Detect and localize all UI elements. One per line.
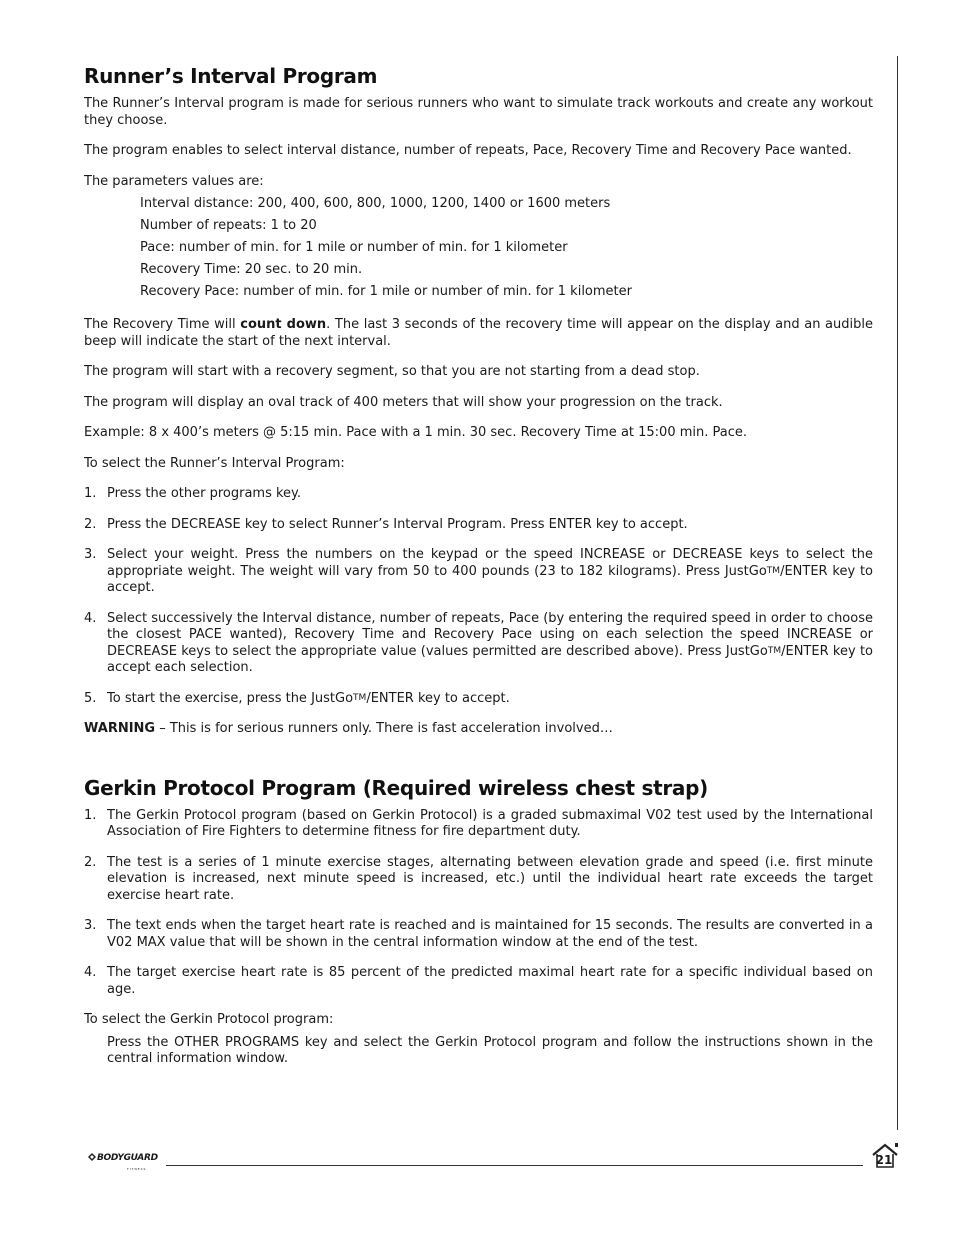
example: Example: 8 x 400’s meters @ 5:15 min. Pace with a 1 min. 30 sec. Recovery Time at 15:00 min. Pace.	[84, 425, 748, 440]
logo-text: BODYGUARD	[97, 1153, 158, 1163]
item-text: The test is a series of 1 minute exercise stages, alternating between elevation grade and speed (i.e. first minute elevation is increased, next minute speed is increased, etc.) until the individual heart rate exceeds the target exercise heart rate.	[107, 854, 873, 903]
runners-intro: The Runner’s Interval program is made for serious runners who want to simulate track workouts and create any workout they choose.	[84, 96, 873, 128]
page-content	[84, 64, 873, 1068]
select-gerkin-label: To select the Gerkin Protocol program:	[84, 1012, 334, 1027]
warning	[84, 721, 873, 738]
param-item: Interval distance: 200, 400, 600, 800, 1000, 1200, 1400 or 1600 meters	[140, 196, 611, 211]
step-number: 2.	[84, 516, 97, 532]
step-text: /ENTER key to accept each selection.	[107, 643, 874, 675]
warning-text: – This is for serious runners only. There is fast acceleration involved…	[155, 721, 613, 736]
list-item	[84, 547, 873, 597]
param-item: Pace: number of min. for 1 mile or number of min. for 1 kilometer	[140, 240, 568, 255]
step-number: 5.	[84, 690, 97, 706]
param-item: Number of repeats: 1 to 20	[140, 218, 317, 233]
list-item	[84, 486, 873, 503]
list-item	[84, 918, 873, 951]
runners-enables: The program enables to select interval distance, number of repeats, Pace, Recovery Time and Recovery Pace wanted.	[84, 143, 852, 158]
footer-rule	[166, 1165, 863, 1166]
select-gerkin-text: Press the OTHER PROGRAMS key and select the Gerkin Protocol program and follow the instructions shown in the central information window.	[107, 1034, 873, 1066]
section-title-runners-interval: Runner’s Interval Program	[84, 64, 378, 88]
item-number: 4.	[84, 965, 97, 980]
step-text: /ENTER key to accept.	[366, 690, 510, 706]
item-number: 2.	[84, 854, 97, 870]
trademark: TM	[766, 565, 781, 576]
step-text: Select successively the Interval distance, number of repeats, Pace (by entering the required speed in order to choose the closest PACE wanted), Recovery Time and Recovery Pace using on each selection the speed INCREASE or DECREASE keys to select the appropriate value (values permitted are described above). Press JustGo	[107, 610, 873, 659]
oval-track: The program will display an oval track of 400 meters that will show your progression on the track.	[84, 394, 723, 410]
step-text: To start the exercise, press the JustGo	[107, 690, 354, 706]
item-number: 1.	[84, 807, 97, 823]
list-item	[84, 965, 873, 998]
step-text: Press the DECREASE key to select Runner’s Interval Program. Press ENTER key to accept.	[107, 516, 688, 532]
item-text: The target exercise heart rate is 85 percent of the predicted maximal heart rate for a specific individual based on age.	[107, 965, 873, 997]
warning-label: WARNING	[84, 721, 156, 736]
step-number: 1.	[84, 486, 97, 501]
step-text: Select your weight. Press the numbers on the keypad or the speed INCREASE or DECREASE keys to select the appropriate weight. The weight will vary from 50 to 400 pounds (23 to 182 kilograms). Press JustGo	[107, 547, 873, 579]
bodyguard-logo	[87, 1150, 158, 1171]
page-number: 21	[875, 1153, 893, 1167]
item-number: 3.	[84, 918, 97, 933]
list-item	[84, 517, 873, 534]
params-label: The parameters values are:	[84, 173, 264, 189]
vertical-rule	[897, 56, 898, 1130]
list-item	[84, 691, 873, 708]
step-number: 3.	[84, 547, 97, 562]
list-item	[84, 808, 873, 841]
item-text: The text ends when the target heart rate is reached and is maintained for 15 seconds. The results are converted in a V02 MAX value that will be shown in the central information window at the end of the test.	[107, 918, 873, 950]
trademark: TM	[767, 645, 782, 656]
param-item: Recovery Pace: number of min. for 1 mile or number of min. for 1 kilometer	[140, 284, 632, 299]
start-recovery: The program will start with a recovery segment, so that you are not starting from a dead stop.	[84, 364, 700, 379]
recovery-pre: The Recovery Time will	[84, 317, 241, 332]
item-text: The Gerkin Protocol program (based on Gerkin Protocol) is a graded submaximal V02 test used by the International Association of Fire Fighters to determine fitness for fire department duty.	[107, 807, 873, 839]
list-item	[84, 611, 873, 677]
gerkin-list	[84, 808, 873, 999]
list-item	[84, 855, 873, 905]
step-text: Press the other programs key.	[107, 486, 302, 501]
recovery-post: . The last 3 seconds of the recovery time will appear on the display and an audible beep will indicate the start of the next interval.	[84, 317, 873, 349]
params-list	[140, 193, 873, 303]
trademark: TM	[353, 692, 367, 703]
recovery-paragraph	[84, 317, 873, 350]
runners-steps	[84, 486, 873, 707]
param-item: Recovery Time: 20 sec. to 20 min.	[140, 262, 363, 277]
recovery-bold: count down	[240, 317, 327, 332]
logo-subtext: FITNESS	[127, 1167, 147, 1171]
step-text: /ENTER key to accept.	[107, 563, 873, 595]
select-runners-label: To select the Runner’s Interval Program:	[84, 455, 345, 471]
step-number: 4.	[84, 610, 97, 626]
section-title-gerkin: Gerkin Protocol Program (Required wireless chest strap)	[84, 775, 708, 800]
